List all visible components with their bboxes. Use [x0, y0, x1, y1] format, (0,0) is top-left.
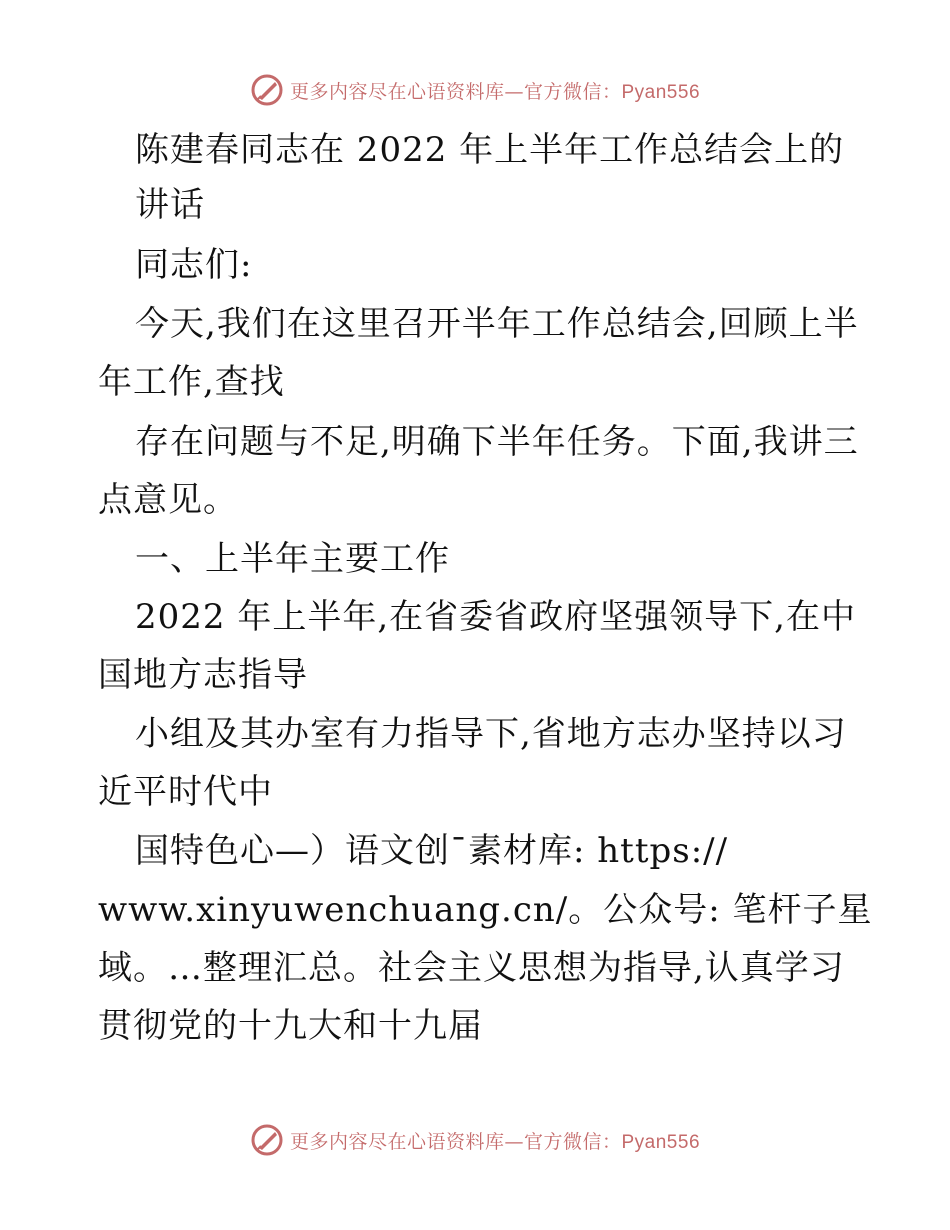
quill-logo-icon — [250, 1123, 284, 1157]
paragraph-line: 今天,我们在这里召开半年工作总结会,回顾上半 — [135, 304, 859, 344]
document-title-line-1: 陈建春同志在 2022 年上半年工作总结会上的 — [135, 130, 845, 170]
paragraph-line: 国地方志指导 — [98, 655, 308, 695]
footer-watermark — [0, 1120, 950, 1160]
watermark-text: 更多内容尽在心语资料库—官方微信：Pyan556 — [289, 1130, 701, 1153]
paragraph-line: 点意见。 — [98, 480, 238, 520]
header-watermark — [0, 70, 950, 110]
paragraph-line: 存在问题与不足,明确下半年任务。下面,我讲三 — [135, 422, 859, 462]
paragraph-line: 国特色心—）语文创¯素材库: https:// — [135, 831, 729, 871]
paragraph-line: 近平时代中 — [98, 772, 273, 812]
paragraph-line: 年工作,查找 — [98, 362, 285, 402]
document-title-line-2: 讲话 — [135, 185, 205, 225]
watermark-text: 更多内容尽在心语资料库—官方微信：Pyan556 — [289, 80, 701, 103]
paragraph-line: 小组及其办室有力指导下,省地方志办坚持以习 — [135, 714, 847, 754]
quill-logo-icon — [250, 73, 284, 107]
paragraph-line: 贯彻党的十九大和十九届 — [98, 1006, 483, 1046]
paragraph-line: 2022 年上半年,在省委省政府坚强领导下,在中 — [135, 597, 856, 637]
paragraph-line: 域。…整理汇总。社会主义思想为指导,认真学习 — [98, 948, 845, 988]
paragraph-line: www.xinyuwenchuang.cn/。公众号: 笔杆子星 — [98, 890, 873, 930]
salutation: 同志们: — [135, 245, 253, 285]
section-heading: 一、上半年主要工作 — [135, 539, 450, 579]
